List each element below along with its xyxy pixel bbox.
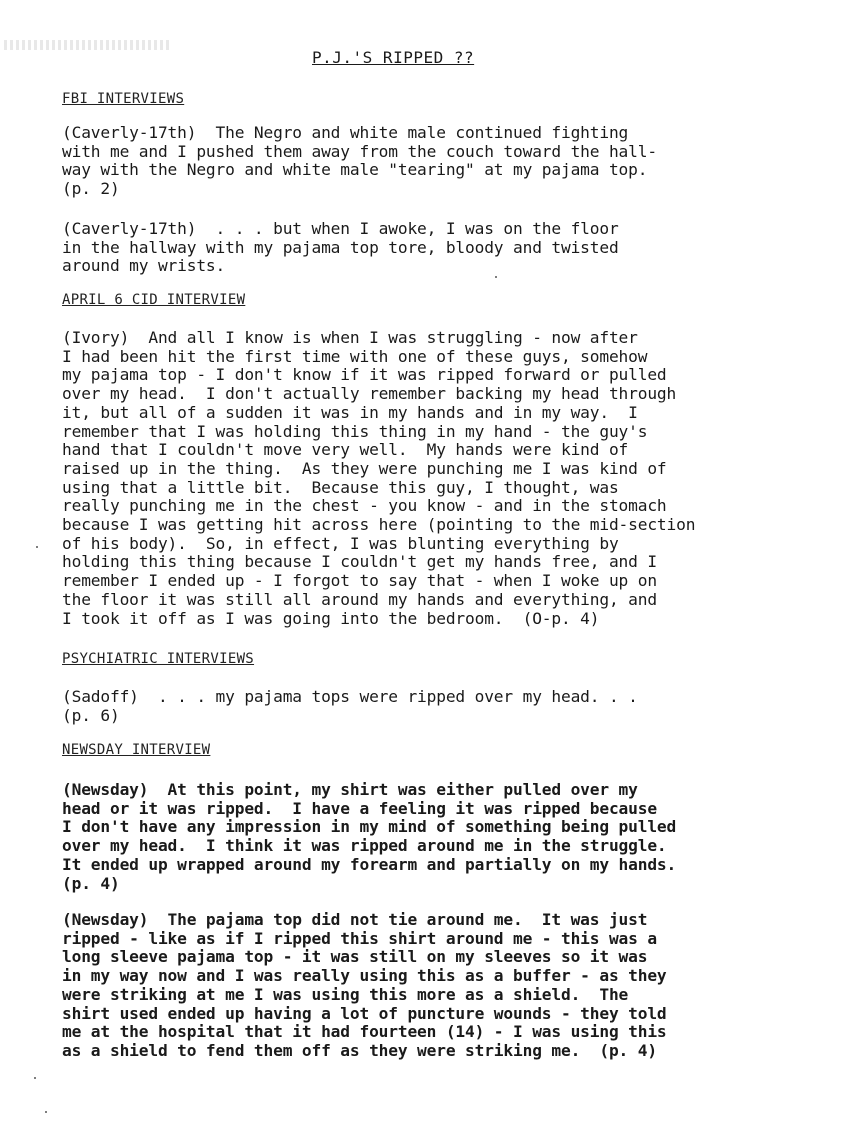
text-line: in my way now and I was really using this as a buffer - as they: [62, 966, 667, 986]
scan-speck: [36, 546, 38, 548]
text-line: long sleeve pajama top - it was still on my sleeves so it was: [62, 947, 648, 967]
text-line: in the hallway with my pajama top tore, bloody and twisted: [62, 237, 619, 257]
text-line: raised up in the thing. As they were punching me I was kind of: [62, 458, 667, 478]
text-line: my pajama top - I don't know if it was ripped forward or pulled: [62, 365, 667, 385]
text-line: over my head. I think it was ripped around me in the struggle.: [62, 836, 667, 856]
text-line: (p. 4): [62, 873, 120, 893]
paragraph-fbi-2: [62, 220, 852, 276]
text-line: head or it was ripped. I have a feeling it was ripped because: [62, 798, 657, 818]
text-line: (p. 2): [62, 179, 120, 199]
paragraph-psychiatric-1: [62, 688, 852, 725]
text-line: as a shield to fend them off as they were striking me. (p. 4): [62, 1040, 657, 1060]
scan-speck: [34, 1077, 36, 1079]
text-line: using that a little bit. Because this guy, I thought, was: [62, 477, 619, 497]
text-line: hand that I couldn't move very well. My hands were kind of: [62, 440, 629, 460]
text-line: (Caverly-17th) The Negro and white male continued fighting: [62, 123, 629, 142]
text-line: I took it off as I was going into the bedroom. (O-p. 4): [62, 608, 600, 628]
text-line: the floor it was still all around my hands and everything, and: [62, 589, 657, 609]
section-heading-april-6-cid-interview: APRIL 6 CID INTERVIEW: [62, 292, 246, 308]
text-line: I had been hit the first time with one of these guys, somehow: [62, 346, 648, 366]
text-line: because I was getting hit across here (pointing to the mid-section: [62, 515, 696, 535]
section-heading-newsday-interview: NEWSDAY INTERVIEW: [62, 742, 211, 758]
text-line: way with the Negro and white male "tearing" at my pajama top.: [62, 160, 648, 180]
text-line: (Newsday) The pajama top did not tie around me. It was just: [62, 910, 648, 929]
text-line: around my wrists.: [62, 256, 226, 276]
text-line: shirt used ended up having a lot of puncture wounds - they told: [62, 1003, 667, 1023]
text-line: were striking at me I was using this more as a shield. The: [62, 984, 629, 1004]
text-line: (Sadoff) . . . my pajama tops were ripped over my head. . .: [62, 687, 638, 706]
scan-speck: [45, 1111, 47, 1113]
section-heading-fbi-interviews: FBI INTERVIEWS: [62, 91, 185, 107]
text-line: (Ivory) And all I know is when I was struggling - now after: [62, 328, 638, 347]
paragraph-cid-1: [62, 329, 852, 628]
text-line: ripped - like as if I ripped this shirt around me - this was a: [62, 928, 657, 948]
text-line: remember I ended up - I forgot to say that - when I woke up on: [62, 571, 657, 591]
paragraph-newsday-2: [62, 911, 852, 1061]
scan-artifact: [4, 40, 169, 50]
text-line: it, but all of a sudden it was in my hands and in my way. I: [62, 402, 638, 422]
text-line: I don't have any impression in my mind of something being pulled: [62, 817, 677, 837]
text-line: (Newsday) At this point, my shirt was either pulled over my: [62, 780, 638, 799]
text-line: (p. 6): [62, 705, 120, 725]
scan-speck: [495, 276, 497, 278]
text-line: holding this thing because I couldn't get my hands free, and I: [62, 552, 657, 572]
text-line: remember that I was holding this thing in my hand - the guy's: [62, 421, 648, 441]
text-line: (Caverly-17th) . . . but when I awoke, I was on the floor: [62, 219, 619, 238]
text-line: really punching me in the chest - you know - and in the stomach: [62, 496, 667, 516]
paragraph-newsday-1: [62, 781, 852, 893]
text-line: of his body). So, in effect, I was blunting everything by: [62, 533, 619, 553]
text-line: over my head. I don't actually remember backing my head through: [62, 384, 677, 404]
text-line: It ended up wrapped around my forearm and partially on my hands.: [62, 854, 677, 874]
section-heading-psychiatric-interviews: PSYCHIATRIC INTERVIEWS: [62, 651, 255, 667]
paragraph-fbi-1: [62, 124, 852, 199]
page-title: P.J.'S RIPPED ??: [312, 48, 475, 67]
text-line: me at the hospital that it had fourteen (14) - I was using this: [62, 1022, 667, 1042]
text-line: with me and I pushed them away from the couch toward the hall-: [62, 141, 657, 161]
